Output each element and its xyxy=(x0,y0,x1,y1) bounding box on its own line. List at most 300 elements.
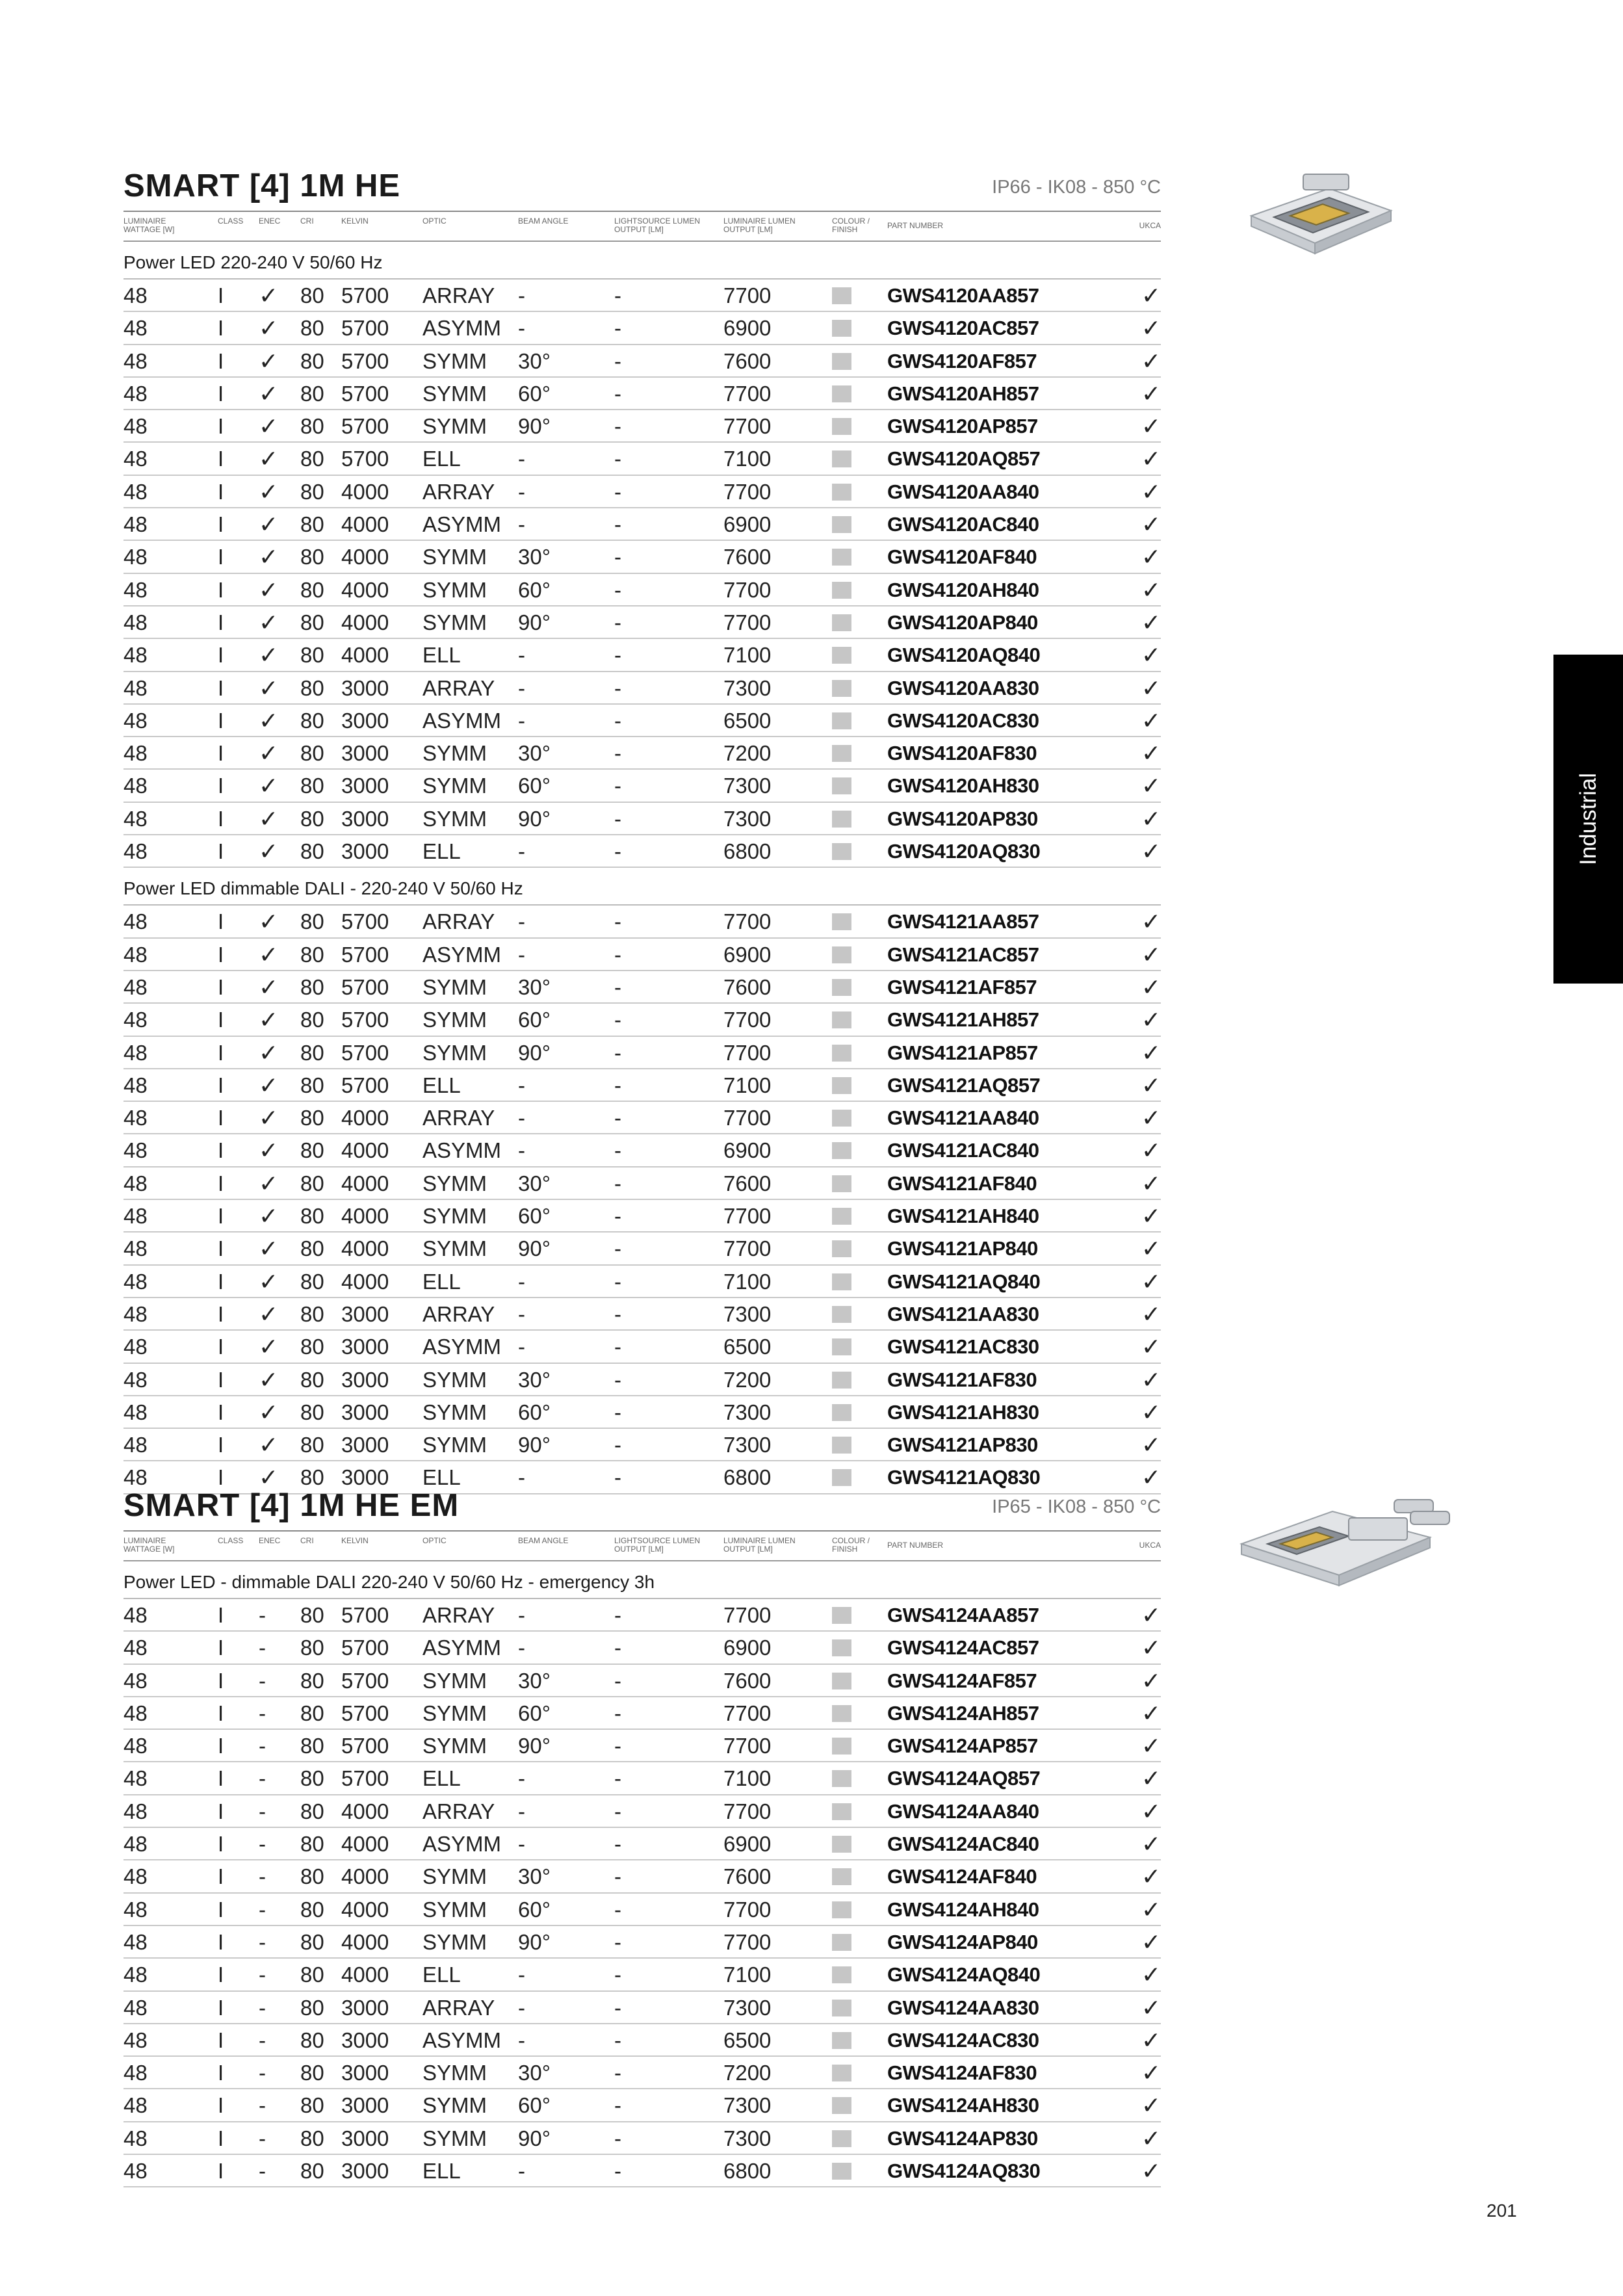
cell-optic: ARRAY xyxy=(422,1301,495,1326)
cell-optic: ASYMM xyxy=(422,708,502,733)
cell-optic: ASYMM xyxy=(422,316,502,341)
table-row xyxy=(123,345,1161,378)
cell-enec: ✓ xyxy=(259,511,279,538)
cell-part-number: GWS4120AP840 xyxy=(887,610,1038,634)
table-row xyxy=(123,1102,1161,1134)
cell-enec: ✓ xyxy=(259,1039,279,1066)
cell-lightsource-lumen: - xyxy=(614,577,621,602)
cell-beam-angle: - xyxy=(518,1335,525,1359)
cell-ukca: ✓ xyxy=(1141,1169,1161,1197)
cell-part-number: GWS4121AP840 xyxy=(887,1237,1038,1260)
cell-lightsource-lumen: - xyxy=(614,741,621,766)
cell-optic: SYMM xyxy=(422,381,487,406)
cell-part-number: GWS4124AF840 xyxy=(887,1865,1037,1888)
cell-optic: ELL xyxy=(422,1963,461,1987)
cell-wattage: 48 xyxy=(123,2093,148,2118)
cell-kelvin: 4000 xyxy=(341,479,389,504)
cell-lightsource-lumen: - xyxy=(614,2126,621,2150)
cell-class: I xyxy=(218,839,224,864)
cell-wattage: 48 xyxy=(123,806,148,831)
cell-ukca: ✓ xyxy=(1141,642,1161,669)
cell-cri: 80 xyxy=(300,974,324,999)
cell-class: I xyxy=(218,1799,224,1823)
cell-cri: 80 xyxy=(300,512,324,537)
cell-wattage: 48 xyxy=(123,1897,148,1922)
cell-kelvin: 3000 xyxy=(341,1335,389,1359)
cell-part-number: GWS4124AP830 xyxy=(887,2126,1038,2150)
cell-optic: ASYMM xyxy=(422,942,502,967)
cell-cri: 80 xyxy=(300,839,324,864)
cell-class: I xyxy=(218,610,224,634)
cell-beam-angle: 30° xyxy=(518,348,551,373)
cell-beam-angle: - xyxy=(518,1963,525,1987)
cell-part-number: GWS4121AP830 xyxy=(887,1433,1038,1457)
cell-part-number: GWS4120AH840 xyxy=(887,578,1039,601)
cell-class: I xyxy=(218,1367,224,1392)
cell-optic: SYMM xyxy=(422,741,487,766)
col-part-number: PART NUMBER xyxy=(887,1541,944,1550)
page-number: 201 xyxy=(1487,2200,1517,2221)
cell-class: I xyxy=(218,675,224,700)
cell-kelvin: 4000 xyxy=(341,1138,389,1163)
cell-enec: ✓ xyxy=(259,413,279,440)
cell-cri: 80 xyxy=(300,1400,324,1424)
cell-enec: ✓ xyxy=(259,1137,279,1164)
cell-wattage: 48 xyxy=(123,708,148,733)
cell-wattage: 48 xyxy=(123,1040,148,1065)
cell-part-number: GWS4120AP857 xyxy=(887,415,1038,438)
cell-ukca: ✓ xyxy=(1141,838,1161,865)
cell-optic: SYMM xyxy=(422,1433,487,1457)
cell-optic: ARRAY xyxy=(422,1995,495,2020)
cell-optic: ARRAY xyxy=(422,675,495,700)
table-row xyxy=(123,607,1161,639)
cell-class: I xyxy=(218,974,224,999)
col-ukca: UKCA xyxy=(1139,1541,1161,1550)
cell-kelvin: 4000 xyxy=(341,1963,389,1987)
cell-cri: 80 xyxy=(300,1335,324,1359)
cell-part-number: GWS4120AA840 xyxy=(887,480,1039,503)
cell-lightsource-lumen: - xyxy=(614,942,621,967)
cell-lightsource-lumen: - xyxy=(614,512,621,537)
cell-class: I xyxy=(218,414,224,439)
cell-enec: ✓ xyxy=(259,347,279,374)
cell-enec: ✓ xyxy=(259,543,279,571)
cell-class: I xyxy=(218,1433,224,1457)
cell-beam-angle: 60° xyxy=(518,1204,551,1229)
cell-wattage: 48 xyxy=(123,283,148,307)
cell-wattage: 48 xyxy=(123,479,148,504)
cell-luminaire-lumen: 7300 xyxy=(723,806,772,831)
cell-luminaire-lumen: 6800 xyxy=(723,839,772,864)
cell-luminaire-lumen: 7300 xyxy=(723,1995,772,2020)
table-row xyxy=(123,705,1161,737)
cell-cri: 80 xyxy=(300,1040,324,1065)
cell-luminaire-lumen: 7700 xyxy=(723,1603,772,1627)
table-row xyxy=(123,1762,1161,1795)
cell-part-number: GWS4121AH840 xyxy=(887,1205,1039,1228)
colour-swatch xyxy=(832,1705,851,1722)
colour-swatch xyxy=(832,450,851,467)
cell-class: I xyxy=(218,1636,224,1660)
cell-enec: - xyxy=(259,1832,266,1857)
colour-swatch xyxy=(832,1306,851,1323)
cell-luminaire-lumen: 7700 xyxy=(723,1734,772,1758)
cell-lightsource-lumen: - xyxy=(614,610,621,634)
cell-part-number: GWS4120AA857 xyxy=(887,284,1039,307)
cell-enec: - xyxy=(259,1668,266,1693)
cell-cri: 80 xyxy=(300,774,324,798)
col-kelvin: KELVIN xyxy=(341,1536,369,1545)
cell-ukca: ✓ xyxy=(1141,1366,1161,1393)
cell-wattage: 48 xyxy=(123,839,148,864)
cell-wattage: 48 xyxy=(123,1701,148,1725)
cell-cri: 80 xyxy=(300,1008,324,1032)
cell-class: I xyxy=(218,806,224,831)
cell-luminaire-lumen: 7600 xyxy=(723,348,772,373)
cell-ukca: ✓ xyxy=(1141,1398,1161,1426)
cell-kelvin: 5700 xyxy=(341,381,389,406)
cell-lightsource-lumen: - xyxy=(614,447,621,471)
table-row xyxy=(123,1697,1161,1730)
cell-luminaire-lumen: 7600 xyxy=(723,1668,772,1693)
cell-part-number: GWS4121AQ857 xyxy=(887,1073,1041,1097)
cell-wattage: 48 xyxy=(123,1929,148,1954)
cell-lightsource-lumen: - xyxy=(614,1301,621,1326)
cell-cri: 80 xyxy=(300,1636,324,1660)
col-class: CLASS xyxy=(218,1536,244,1545)
cell-class: I xyxy=(218,643,224,668)
cell-beam-angle: 60° xyxy=(518,1897,551,1922)
cell-luminaire-lumen: 7300 xyxy=(723,1433,772,1457)
cell-cri: 80 xyxy=(300,942,324,967)
cell-wattage: 48 xyxy=(123,1400,148,1424)
table-row xyxy=(123,770,1161,802)
cell-ukca: ✓ xyxy=(1141,1602,1161,1628)
cell-beam-angle: 90° xyxy=(518,414,551,439)
cell-beam-angle: - xyxy=(518,1636,525,1660)
cell-part-number: GWS4121AC830 xyxy=(887,1335,1039,1359)
category-side-tab[interactable] xyxy=(1553,655,1623,984)
cell-kelvin: 5700 xyxy=(341,414,389,439)
table-row xyxy=(123,672,1161,705)
cell-enec: - xyxy=(259,1963,266,1987)
cell-lightsource-lumen: - xyxy=(614,1008,621,1032)
cell-beam-angle: 30° xyxy=(518,545,551,569)
cell-ukca: ✓ xyxy=(1141,413,1161,440)
table-row xyxy=(123,1200,1161,1233)
cell-luminaire-lumen: 7600 xyxy=(723,974,772,999)
cell-ukca: ✓ xyxy=(1141,941,1161,968)
cell-wattage: 48 xyxy=(123,1636,148,1660)
cell-class: I xyxy=(218,909,224,934)
cell-cri: 80 xyxy=(300,381,324,406)
cell-cri: 80 xyxy=(300,1929,324,1954)
cell-enec: ✓ xyxy=(259,707,279,734)
colour-swatch xyxy=(832,385,851,402)
cell-enec: - xyxy=(259,2061,266,2085)
colour-swatch xyxy=(832,647,851,664)
cell-beam-angle: 60° xyxy=(518,2093,551,2118)
cell-lightsource-lumen: - xyxy=(614,1864,621,1889)
cell-part-number: GWS4120AQ840 xyxy=(887,644,1041,667)
cell-wattage: 48 xyxy=(123,2061,148,2085)
table-row xyxy=(123,1069,1161,1102)
cell-ukca: ✓ xyxy=(1141,445,1161,473)
cell-luminaire-lumen: 7700 xyxy=(723,1701,772,1725)
cell-class: I xyxy=(218,708,224,733)
cell-luminaire-lumen: 7700 xyxy=(723,1106,772,1130)
cell-lightsource-lumen: - xyxy=(614,1701,621,1725)
cell-wattage: 48 xyxy=(123,381,148,406)
cell-enec: ✓ xyxy=(259,973,279,1000)
cell-luminaire-lumen: 7300 xyxy=(723,1400,772,1424)
cell-lightsource-lumen: - xyxy=(614,774,621,798)
cell-lightsource-lumen: - xyxy=(614,1995,621,2020)
cell-kelvin: 5700 xyxy=(341,1008,389,1032)
table-row xyxy=(123,1396,1161,1429)
col-beam-angle: BEAM ANGLE xyxy=(518,216,569,226)
cell-luminaire-lumen: 7700 xyxy=(723,577,772,602)
cell-beam-angle: 60° xyxy=(518,774,551,798)
cell-enec: ✓ xyxy=(259,1071,279,1099)
cell-optic: SYMM xyxy=(422,2093,487,2118)
cell-part-number: GWS4121AC857 xyxy=(887,943,1039,966)
cell-cri: 80 xyxy=(300,1236,324,1261)
cell-class: I xyxy=(218,512,224,537)
cell-kelvin: 5700 xyxy=(341,909,389,934)
cell-class: I xyxy=(218,2093,224,2118)
colour-swatch xyxy=(832,1404,851,1421)
cell-luminaire-lumen: 6900 xyxy=(723,942,772,967)
cell-lightsource-lumen: - xyxy=(614,545,621,569)
cell-enec: - xyxy=(259,1603,266,1627)
cell-beam-angle: - xyxy=(518,839,525,864)
cell-beam-angle: 90° xyxy=(518,1734,551,1758)
cell-class: I xyxy=(218,1701,224,1725)
cell-kelvin: 4000 xyxy=(341,1799,389,1823)
cell-kelvin: 5700 xyxy=(341,348,389,373)
cell-enec: ✓ xyxy=(259,380,279,407)
cell-cri: 80 xyxy=(300,1106,324,1130)
cell-wattage: 48 xyxy=(123,610,148,634)
cell-lightsource-lumen: - xyxy=(614,1138,621,1163)
col-optic: OPTIC xyxy=(422,1536,447,1545)
cell-part-number: GWS4121AP857 xyxy=(887,1041,1038,1064)
cell-part-number: GWS4124AC857 xyxy=(887,1636,1039,1660)
table-row xyxy=(123,803,1161,835)
col-beam-angle: BEAM ANGLE xyxy=(518,1536,569,1545)
cell-class: I xyxy=(218,381,224,406)
cell-luminaire-lumen: 7100 xyxy=(723,643,772,668)
colour-swatch xyxy=(832,1770,851,1787)
cell-class: I xyxy=(218,1995,224,2020)
cell-kelvin: 3000 xyxy=(341,741,389,766)
colour-swatch xyxy=(832,484,851,501)
cell-kelvin: 3000 xyxy=(341,1465,389,1490)
col-class: CLASS xyxy=(218,216,244,226)
cell-lightsource-lumen: - xyxy=(614,316,621,341)
cell-ukca: ✓ xyxy=(1141,1797,1161,1825)
cell-ukca: ✓ xyxy=(1141,2092,1161,2119)
cell-part-number: GWS4120AF830 xyxy=(887,742,1037,765)
cell-ukca: ✓ xyxy=(1141,1268,1161,1295)
cell-enec: ✓ xyxy=(259,1333,279,1361)
cell-kelvin: 5700 xyxy=(341,1636,389,1660)
cell-luminaire-lumen: 7700 xyxy=(723,479,772,504)
cell-part-number: GWS4120AC857 xyxy=(887,317,1039,340)
cell-part-number: GWS4121AA857 xyxy=(887,910,1039,933)
cell-kelvin: 5700 xyxy=(341,1073,389,1097)
cell-ukca: ✓ xyxy=(1141,772,1161,800)
cell-enec: - xyxy=(259,2126,266,2150)
category-label: Industrial xyxy=(1575,772,1601,866)
cell-optic: SYMM xyxy=(422,1236,487,1261)
cell-optic: SYMM xyxy=(422,348,487,373)
colour-swatch xyxy=(832,745,851,762)
cell-lightsource-lumen: - xyxy=(614,1236,621,1261)
cell-cri: 80 xyxy=(300,348,324,373)
cell-lightsource-lumen: - xyxy=(614,2093,621,2118)
colour-swatch xyxy=(832,777,851,794)
cell-enec: ✓ xyxy=(259,941,279,968)
colour-swatch xyxy=(832,418,851,435)
cell-beam-angle: 60° xyxy=(518,1701,551,1725)
cell-beam-angle: - xyxy=(518,1995,525,2020)
cell-ukca: ✓ xyxy=(1141,2026,1161,2054)
cell-ukca: ✓ xyxy=(1141,347,1161,374)
cell-beam-angle: - xyxy=(518,1106,525,1130)
cell-luminaire-lumen: 6500 xyxy=(723,1335,772,1359)
cell-ukca: ✓ xyxy=(1141,1928,1161,1955)
cell-cri: 80 xyxy=(300,414,324,439)
colour-swatch xyxy=(832,1868,851,1885)
cell-kelvin: 3000 xyxy=(341,2028,389,2052)
cell-ukca: ✓ xyxy=(1141,2124,1161,2152)
cell-beam-angle: - xyxy=(518,283,525,307)
cell-wattage: 48 xyxy=(123,1367,148,1392)
colour-swatch xyxy=(832,680,851,697)
table-row xyxy=(123,1004,1161,1036)
cell-beam-angle: 90° xyxy=(518,2126,551,2150)
cell-cri: 80 xyxy=(300,2159,324,2184)
cell-enec: - xyxy=(259,2028,266,2052)
table-header xyxy=(123,1530,1161,1561)
colour-swatch xyxy=(832,1966,851,1983)
cell-kelvin: 3000 xyxy=(341,1367,389,1392)
cell-cri: 80 xyxy=(300,1995,324,2020)
cell-luminaire-lumen: 7100 xyxy=(723,447,772,471)
cell-ukca: ✓ xyxy=(1141,740,1161,767)
cell-cri: 80 xyxy=(300,1603,324,1627)
cell-lightsource-lumen: - xyxy=(614,479,621,504)
cell-class: I xyxy=(218,1864,224,1889)
cell-kelvin: 5700 xyxy=(341,316,389,341)
cell-class: I xyxy=(218,942,224,967)
cell-luminaire-lumen: 7700 xyxy=(723,610,772,634)
cell-cri: 80 xyxy=(300,1204,324,1229)
cell-ukca: ✓ xyxy=(1141,1137,1161,1164)
cell-enec: ✓ xyxy=(259,1104,279,1132)
cell-kelvin: 4000 xyxy=(341,1236,389,1261)
cell-beam-angle: 60° xyxy=(518,1008,551,1032)
variant-group xyxy=(123,242,1161,868)
cell-beam-angle: - xyxy=(518,909,525,934)
cell-lightsource-lumen: - xyxy=(614,1269,621,1294)
cell-cri: 80 xyxy=(300,1171,324,1195)
cell-ukca: ✓ xyxy=(1141,908,1161,935)
cell-part-number: GWS4124AF830 xyxy=(887,2061,1037,2085)
colour-swatch xyxy=(832,1110,851,1127)
cell-cri: 80 xyxy=(300,708,324,733)
cell-ukca: ✓ xyxy=(1141,1071,1161,1099)
table-row xyxy=(123,574,1161,607)
cell-optic: ASYMM xyxy=(422,1636,502,1660)
cell-class: I xyxy=(218,1668,224,1693)
cell-kelvin: 4000 xyxy=(341,1171,389,1195)
col-cri: CRI xyxy=(300,216,314,226)
cell-cri: 80 xyxy=(300,479,324,504)
cell-lightsource-lumen: - xyxy=(614,675,621,700)
colour-swatch xyxy=(832,1738,851,1755)
cell-luminaire-lumen: 7700 xyxy=(723,1799,772,1823)
table-row xyxy=(123,1959,1161,1991)
table-row xyxy=(123,1828,1161,1860)
cell-luminaire-lumen: 7600 xyxy=(723,1864,772,1889)
cell-kelvin: 5700 xyxy=(341,1734,389,1758)
cell-cri: 80 xyxy=(300,643,324,668)
cell-lightsource-lumen: - xyxy=(614,1963,621,1987)
cell-wattage: 48 xyxy=(123,2126,148,2150)
cell-part-number: GWS4120AQ857 xyxy=(887,447,1041,471)
cell-optic: SYMM xyxy=(422,1040,487,1065)
cell-luminaire-lumen: 7200 xyxy=(723,1367,772,1392)
cell-kelvin: 3000 xyxy=(341,774,389,798)
cell-wattage: 48 xyxy=(123,348,148,373)
cell-lightsource-lumen: - xyxy=(614,1668,621,1693)
cell-luminaire-lumen: 7700 xyxy=(723,283,772,307)
cell-cri: 80 xyxy=(300,1766,324,1791)
cell-luminaire-lumen: 6900 xyxy=(723,1832,772,1857)
group-title: Power LED - dimmable DALI 220-240 V 50/60 Hz - emergency 3h xyxy=(123,1561,1161,1599)
col-optic: OPTIC xyxy=(422,216,447,226)
cell-luminaire-lumen: 7700 xyxy=(723,1008,772,1032)
cell-kelvin: 5700 xyxy=(341,1701,389,1725)
col-wattage: LUMINAIRE WATTAGE [W] xyxy=(123,1536,175,1554)
colour-swatch xyxy=(832,1673,851,1689)
cell-enec: - xyxy=(259,1701,266,1725)
cell-optic: SYMM xyxy=(422,1171,487,1195)
cell-ukca: ✓ xyxy=(1141,1667,1161,1694)
cell-luminaire-lumen: 7600 xyxy=(723,545,772,569)
cell-beam-angle: 90° xyxy=(518,1433,551,1457)
cell-lightsource-lumen: - xyxy=(614,1832,621,1857)
cell-wattage: 48 xyxy=(123,942,148,967)
cell-lightsource-lumen: - xyxy=(614,1799,621,1823)
colour-swatch xyxy=(832,2065,851,2081)
cell-ukca: ✓ xyxy=(1141,1961,1161,1989)
cell-part-number: GWS4121AQ840 xyxy=(887,1270,1041,1293)
cell-luminaire-lumen: 7100 xyxy=(723,1073,772,1097)
cell-optic: ASYMM xyxy=(422,512,502,537)
cell-kelvin: 4000 xyxy=(341,1929,389,1954)
cell-class: I xyxy=(218,1400,224,1424)
cell-enec: ✓ xyxy=(259,478,279,505)
cell-class: I xyxy=(218,1465,224,1490)
cell-part-number: GWS4120AQ830 xyxy=(887,840,1041,863)
cell-beam-angle: - xyxy=(518,479,525,504)
cell-part-number: GWS4124AH830 xyxy=(887,2094,1039,2117)
